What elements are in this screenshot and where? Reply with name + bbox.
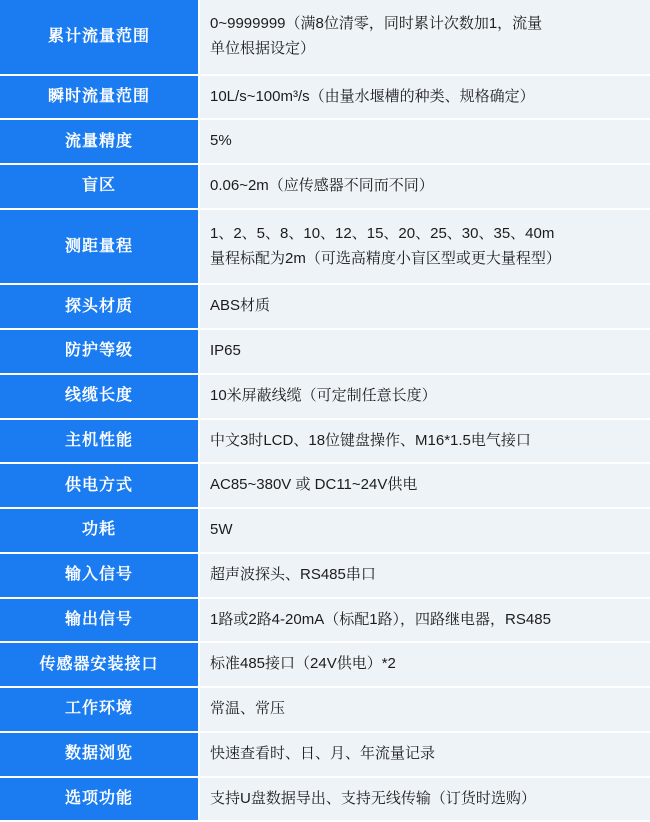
spec-label-cell: 功耗 (0, 508, 199, 553)
spec-value-line: 10L/s~100m³/s（由量水堰槽的种类、规格确定） (210, 87, 535, 105)
spec-label-cell: 输出信号 (0, 598, 199, 643)
table-row (0, 463, 650, 508)
spec-label-cell: 流量精度 (0, 119, 199, 164)
spec-value-line: 快速查看时、日、月、年流量记录 (210, 744, 436, 762)
spec-value-cell (199, 553, 650, 598)
spec-label-cell: 探头材质 (0, 284, 199, 329)
spec-value-line: ABS材质 (210, 297, 271, 315)
spec-value-line: AC85~380V 或 DC11~24V供电 (210, 476, 418, 494)
spec-value-line: 5W (210, 521, 233, 538)
spec-value-cell (199, 0, 650, 75)
spec-value-line: 量程标配为2m（可选高精度小盲区型或更大量程型） (210, 249, 561, 267)
spec-value-line: 5% (210, 132, 232, 150)
spec-value-line: 0~9999999（满8位清零，同时累计次数加1，流量 (210, 15, 543, 32)
spec-value-cell (199, 209, 650, 285)
table-row (0, 642, 650, 687)
spec-value-cell (199, 463, 650, 508)
table-row (0, 284, 650, 329)
spec-value-cell (199, 598, 650, 643)
spec-label-cell: 供电方式 (0, 463, 199, 508)
spec-label-cell: 工作环境 (0, 687, 199, 732)
table-row (0, 119, 650, 164)
spec-value-cell (199, 284, 650, 329)
spec-value-cell (199, 164, 650, 209)
spec-label-cell: 输入信号 (0, 553, 199, 598)
table-row (0, 777, 650, 822)
spec-label-cell: 传感器安装接口 (0, 642, 199, 687)
spec-label-cell: 防护等级 (0, 329, 199, 374)
table-row (0, 598, 650, 643)
spec-label-cell: 数据浏览 (0, 732, 199, 777)
spec-value-line: 单位根据设定） (210, 39, 316, 57)
spec-label-cell: 线缆长度 (0, 374, 199, 419)
spec-value-cell (199, 777, 650, 822)
spec-value-line: IP65 (210, 342, 241, 359)
table-row (0, 687, 650, 732)
table-row (0, 164, 650, 209)
spec-value-cell (199, 374, 650, 419)
spec-value-line: 常温、常压 (210, 700, 286, 717)
spec-label-cell: 主机性能 (0, 419, 199, 464)
spec-value-cell (199, 119, 650, 164)
table-row (0, 732, 650, 777)
spec-value-line: 1、2、5、8、10、12、15、20、25、30、35、40m (210, 224, 555, 242)
spec-value-cell (199, 732, 650, 777)
spec-value-line: 中文3时LCD、18位键盘操作、M16*1.5电气接口 (210, 431, 531, 449)
spec-value-cell (199, 419, 650, 464)
spec-value-cell (199, 642, 650, 687)
table-row (0, 374, 650, 419)
table-row (0, 0, 650, 75)
spec-value-line: 10米屏蔽线缆（可定制任意长度） (210, 386, 437, 404)
table-row (0, 508, 650, 553)
spec-value-cell (199, 508, 650, 553)
table-row (0, 419, 650, 464)
table-row (0, 329, 650, 374)
spec-value-cell (199, 75, 650, 120)
spec-value-cell (199, 687, 650, 732)
spec-label-cell: 测距量程 (0, 209, 199, 285)
spec-value-line: 超声波探头、RS485串口 (210, 565, 376, 583)
spec-label-cell: 盲区 (0, 164, 199, 209)
table-row (0, 75, 650, 120)
spec-value-line: 0.06~2m（应传感器不同而不同） (210, 177, 434, 194)
spec-value-line: 支持U盘数据导出、支持无线传输（订货时选购） (210, 789, 536, 807)
spec-label-cell: 瞬时流量范围 (0, 75, 199, 120)
spec-value-line: 1路或2路4-20mA（标配1路），四路继电器，RS485 (210, 610, 551, 628)
table-row (0, 553, 650, 598)
spec-label-cell: 选项功能 (0, 777, 199, 822)
spec-value-line: 标准485接口（24V供电）*2 (210, 655, 396, 673)
spec-value-cell (199, 329, 650, 374)
spec-label-cell: 累计流量范围 (0, 0, 199, 75)
table-row (0, 209, 650, 285)
